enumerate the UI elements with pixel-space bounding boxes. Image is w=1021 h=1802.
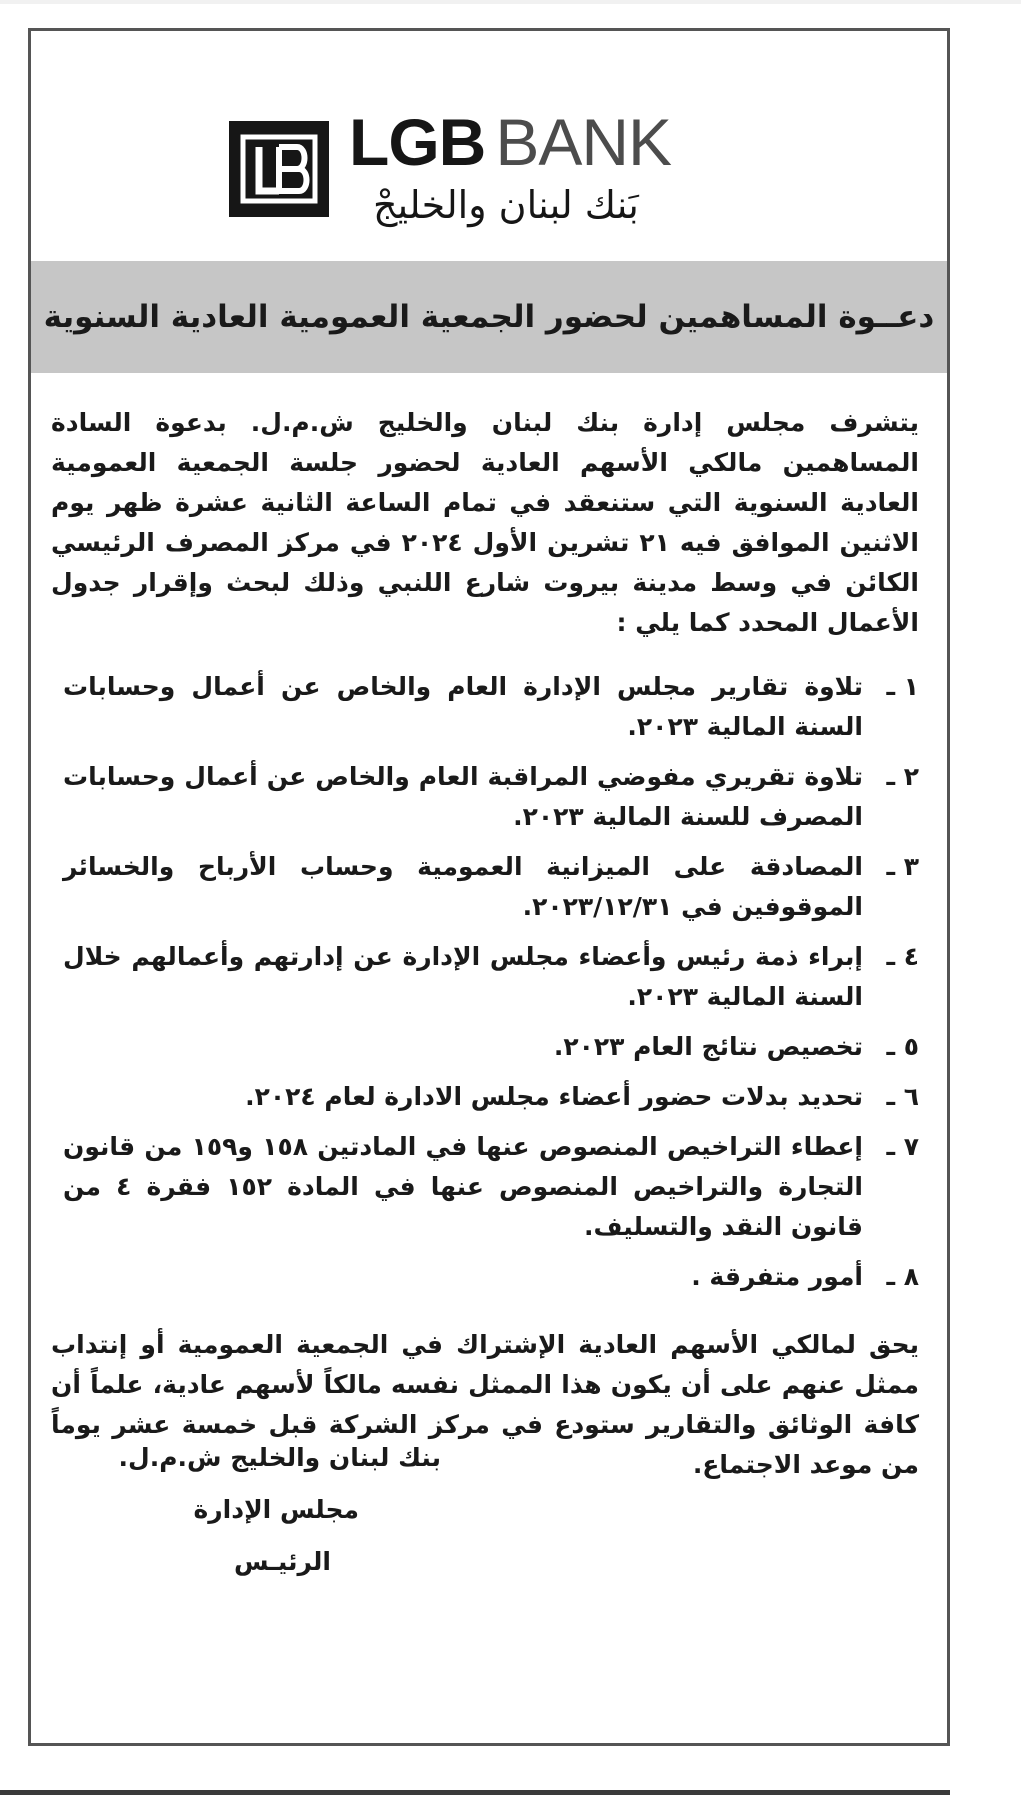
- agenda-text: المصادقة على الميزانية العمومية وحساب الأرباح والخسائر الموقوفين في ٢٠٢٣/١٢/٣١.: [63, 852, 863, 921]
- logo-arabic-text: بَنك لبنان والخليجْ: [373, 183, 639, 227]
- agenda-number: ٥ ـ: [886, 1032, 919, 1061]
- agenda-item-1: [51, 667, 919, 747]
- agenda-number: ٨ ـ: [886, 1262, 919, 1291]
- intro-paragraph: يتشرف مجلس إدارة بنك لبنان والخليج ش.م.ل. بدعوة السادة المساهمين مالكي الأسهم العادية لحضور جلسة الجمعية العمومية العادية السنوية التي ستنعقد في تمام الساعة الثانية عشرة ظهر يوم الاثنين الموافق فيه ٢١ تشرين الأول ٢٠٢٤ في مركز المصرف الرئيسي الكائن في وسط مدينة بيروت شارع اللنبي وذلك لبحث وإقرار جدول الأعمال المحدد كما يلي :: [51, 408, 919, 637]
- agenda-item-3: [51, 847, 919, 927]
- notice-body: [51, 403, 919, 1495]
- signature-bank-name: بنك لبنان والخليج ش.م.ل.: [118, 1443, 441, 1472]
- logo-bank-text: BANK: [495, 105, 672, 179]
- agenda-text: تخصيص نتائج العام ٢٠٢٣.: [553, 1032, 863, 1061]
- agenda-text: إبراء ذمة رئيس وأعضاء مجلس الإدارة عن إدارتهم وأعمالهم خلال السنة المالية ٢٠٢٣.: [63, 942, 863, 1011]
- logo-lgb-text: LGB: [349, 105, 486, 179]
- agenda-text: تلاوة تقريري مفوضي المراقبة العام والخاص عن أعمال وحسابات المصرف للسنة المالية ٢٠٢٣.: [63, 762, 863, 831]
- bank-logo: [31, 91, 947, 241]
- shareholders-notice: [28, 28, 950, 1746]
- agenda-item-8: [51, 1257, 919, 1297]
- bottom-rule: [0, 1790, 950, 1795]
- signature-block: [61, 1443, 441, 1603]
- agenda-number: ٧ ـ: [886, 1132, 919, 1161]
- agenda-list: [51, 667, 919, 1297]
- agenda-item-7: [51, 1127, 919, 1247]
- title-band: [31, 261, 947, 373]
- agenda-number: ١ ـ: [886, 672, 919, 701]
- closing-paragraph: يحق لمالكي الأسهم العادية الإشتراك في الجمعية العمومية أو إنتداب ممثل عنهم على أن يكون هذا الممثل نفسه مالكاً لأسهم عادية، علماً أن كافة الوثائق والتقارير ستودع في مركز الشركة قبل خمسة عشر يوماً من موعد الاجتماع.: [51, 1330, 919, 1479]
- agenda-text: أمور متفرقة .: [691, 1262, 863, 1291]
- signature-board: مجلس الإدارة: [193, 1495, 359, 1524]
- agenda-item-4: [51, 937, 919, 1017]
- agenda-text: تلاوة تقارير مجلس الإدارة العام والخاص عن أعمال وحسابات السنة المالية ٢٠٢٣.: [63, 672, 863, 741]
- agenda-item-2: [51, 757, 919, 837]
- agenda-number: ٣ ـ: [886, 852, 919, 881]
- agenda-item-6: [51, 1077, 919, 1117]
- notice-title: دعــوة المساهمين لحضور الجمعية العمومية العادية السنوية: [43, 299, 935, 335]
- agenda-number: ٢ ـ: [886, 762, 919, 791]
- agenda-text: تحديد بدلات حضور أعضاء مجلس الادارة لعام ٢٠٢٤.: [245, 1082, 863, 1111]
- top-crop-line: [0, 0, 1021, 4]
- signature-chairman: الرئيـس: [234, 1547, 331, 1576]
- agenda-number: ٤ ـ: [886, 942, 919, 971]
- agenda-item-5: [51, 1027, 919, 1067]
- lgb-monogram-icon: [229, 121, 329, 217]
- logo-wordmark: [349, 105, 672, 179]
- agenda-text: إعطاء التراخيص المنصوص عنها في المادتين ١٥٨ و١٥٩ من قانون التجارة والتراخيص المنصوص عنها في المادة ١٥٢ فقرة ٤ من قانون النقد والتسليف.: [63, 1132, 863, 1241]
- agenda-number: ٦ ـ: [886, 1082, 919, 1111]
